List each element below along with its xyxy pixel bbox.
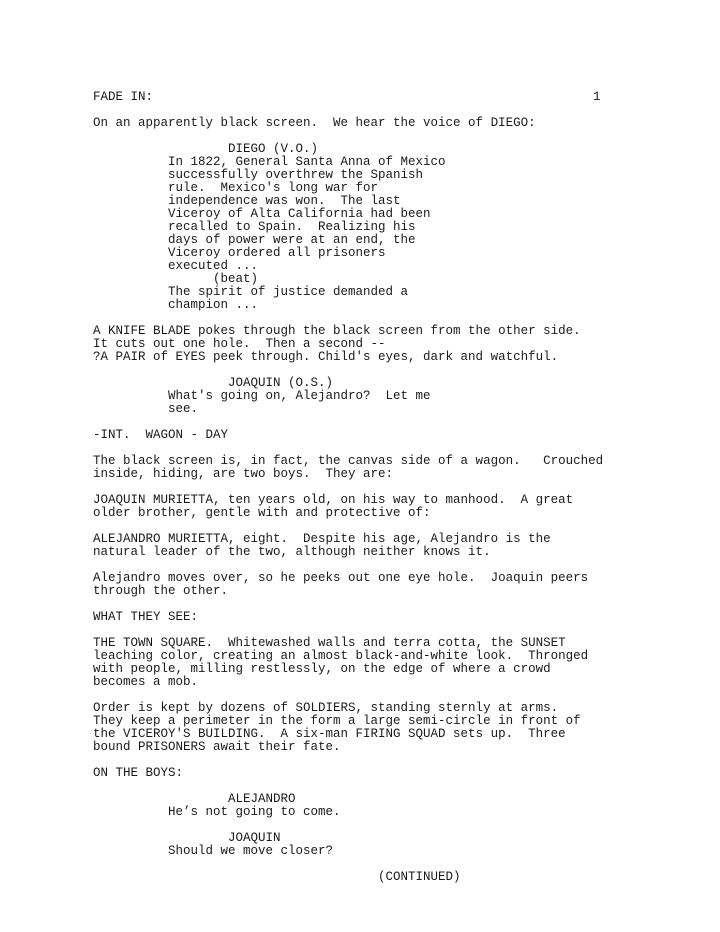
script-line: -INT. WAGON - DAY: [93, 428, 229, 442]
script-line: It cuts out one hole. Then a second --: [93, 337, 386, 351]
script-line: In 1822, General Santa Anna of Mexico: [93, 155, 446, 169]
script-line: JOAQUIN (O.S.): [93, 376, 334, 390]
script-line: the VICEROY'S BUILDING. A six-man FIRING SQUAD sets up. Three: [93, 727, 566, 741]
script-line: executed ...: [93, 259, 259, 273]
script-line: They keep a perimeter in the form a large semi-circle in front of: [93, 714, 581, 728]
script-line: ON THE BOYS:: [93, 766, 184, 780]
script-line: becomes a mob.: [93, 675, 199, 689]
script-line: through the other.: [93, 584, 229, 598]
script-line: natural leader of the two, although neither knows it.: [93, 545, 491, 559]
script-line: He’s not going to come.: [93, 805, 341, 819]
script-line: THE TOWN SQUARE. Whitewashed walls and terra cotta, the SUNSET: [93, 636, 566, 650]
script-line: FADE IN:: [93, 90, 154, 104]
script-line: (CONTINUED): [93, 870, 461, 884]
script-line: (beat): [93, 272, 259, 286]
script-line: JOAQUIN MURIETTA, ten years old, on his way to manhood. A great: [93, 493, 574, 507]
script-line: What's going on, Alejandro? Let me: [93, 389, 431, 403]
script-line: successfully overthrew the Spanish: [93, 168, 424, 182]
script-line: On an apparently black screen. We hear the voice of DIEGO:: [93, 116, 536, 130]
script-line: older brother, gentle with and protective of:: [93, 506, 431, 520]
script-line: ALEJANDRO MURIETTA, eight. Despite his age, Alejandro is the: [93, 532, 551, 546]
script-line: The black screen is, in fact, the canvas side of a wagon. Crouched: [93, 454, 604, 468]
script-line: with people, milling restlessly, on the edge of where a crowd: [93, 662, 551, 676]
script-line: leaching color, creating an almost black-and-white look. Thronged: [93, 649, 589, 663]
script-line: see.: [93, 402, 199, 416]
script-line: days of power were at an end, the: [93, 233, 416, 247]
script-line: recalled to Spain. Realizing his: [93, 220, 416, 234]
script-line: bound PRISONERS await their fate.: [93, 740, 341, 754]
script-line: WHAT THEY SEE:: [93, 610, 199, 624]
script-line: Should we move closer?: [93, 844, 334, 858]
script-line: independence was won. The last: [93, 194, 401, 208]
script-line: rule. Mexico's long war for: [93, 181, 379, 195]
script-line: Viceroy ordered all prisoners: [93, 246, 386, 260]
script-line: ?A PAIR of EYES peek through. Child's eyes, dark and watchful.: [93, 350, 559, 364]
script-line: A KNIFE BLADE pokes through the black screen from the other side.: [93, 324, 581, 338]
script-line: inside, hiding, are two boys. They are:: [93, 467, 394, 481]
script-line: ALEJANDRO: [93, 792, 296, 806]
script-line: The spirit of justice demanded a: [93, 285, 409, 299]
script-line: JOAQUIN: [93, 831, 281, 845]
script-line: Order is kept by dozens of SOLDIERS, standing sternly at arms.: [93, 701, 559, 715]
script-line: Alejandro moves over, so he peeks out one eye hole. Joaquin peers: [93, 571, 589, 585]
script-line: Viceroy of Alta California had been: [93, 207, 431, 221]
script-line: champion ...: [93, 298, 259, 312]
page-number: 1: [593, 90, 601, 104]
script-line: DIEGO (V.O.): [93, 142, 319, 156]
